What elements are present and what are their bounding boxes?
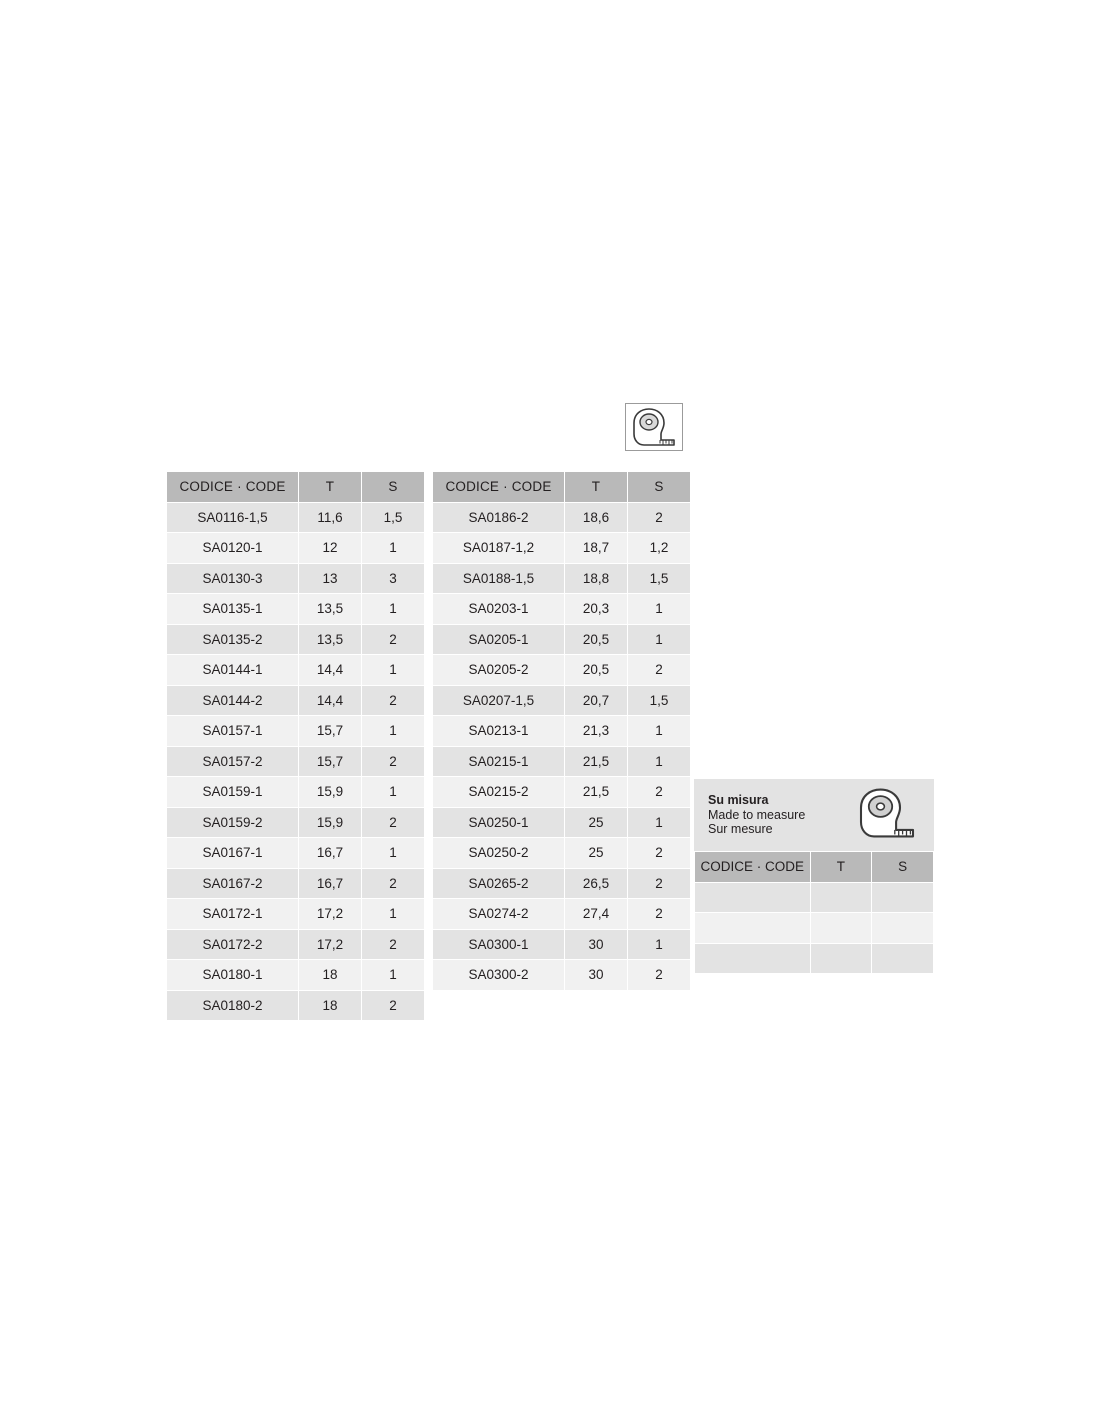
cell-code: SA0135-1 [167, 594, 299, 625]
table-row [167, 777, 425, 808]
cell-code: SA0250-2 [433, 838, 565, 869]
table-row [167, 899, 425, 930]
cell-code: SA0205-2 [433, 655, 565, 686]
table-row [167, 807, 425, 838]
cell-s: 1 [628, 746, 691, 777]
cell-t: 27,4 [565, 899, 628, 930]
cell-t: 18 [299, 990, 362, 1021]
header-t: T [299, 472, 362, 503]
cell-t: 30 [565, 960, 628, 991]
cell-code [695, 882, 811, 913]
cell-s [872, 913, 934, 944]
cell-t: 21,5 [565, 777, 628, 808]
code-table-right [432, 471, 691, 991]
cell-t: 20,7 [565, 685, 628, 716]
code-table-left [166, 471, 425, 1021]
table-row [167, 716, 425, 747]
cell-code: SA0265-2 [433, 868, 565, 899]
tape-measure-icon [852, 787, 922, 844]
cell-s: 2 [362, 868, 425, 899]
cell-s: 1 [628, 716, 691, 747]
cell-code: SA0120-1 [167, 533, 299, 564]
cell-t: 15,7 [299, 716, 362, 747]
table-row [433, 960, 691, 991]
table-row [167, 655, 425, 686]
cell-t: 20,3 [565, 594, 628, 625]
cell-code: SA0159-2 [167, 807, 299, 838]
header-code: CODICE · CODE [695, 852, 811, 883]
cell-s: 1 [362, 899, 425, 930]
made-to-measure-label-it: Su misura [708, 793, 769, 808]
cell-code: SA0274-2 [433, 899, 565, 930]
cell-s: 1 [362, 960, 425, 991]
cell-s: 2 [628, 838, 691, 869]
cell-s: 2 [628, 502, 691, 533]
cell-t: 18,7 [565, 533, 628, 564]
table-row [433, 594, 691, 625]
table-right-body [433, 502, 691, 990]
cell-t: 12 [299, 533, 362, 564]
cell-code: SA0144-2 [167, 685, 299, 716]
cell-code: SA0203-1 [433, 594, 565, 625]
cell-t: 18,8 [565, 563, 628, 594]
cell-t: 15,9 [299, 777, 362, 808]
cell-t: 15,7 [299, 746, 362, 777]
cell-code [695, 913, 811, 944]
table-row [433, 868, 691, 899]
header-s: S [628, 472, 691, 503]
cell-s: 1 [628, 624, 691, 655]
cell-s: 1 [628, 807, 691, 838]
cell-code: SA0135-2 [167, 624, 299, 655]
cell-code: SA0157-2 [167, 746, 299, 777]
cell-t: 25 [565, 838, 628, 869]
cell-t: 20,5 [565, 655, 628, 686]
tape-measure-icon [626, 407, 682, 447]
table-row [167, 990, 425, 1021]
table-row [433, 838, 691, 869]
cell-code: SA0144-1 [167, 655, 299, 686]
cell-s: 2 [628, 777, 691, 808]
cell-t: 13,5 [299, 594, 362, 625]
table-row [433, 807, 691, 838]
header-code: CODICE · CODE [167, 472, 299, 503]
cell-t: 16,7 [299, 838, 362, 869]
table-row [167, 746, 425, 777]
table-row [433, 563, 691, 594]
cell-t: 20,5 [565, 624, 628, 655]
cell-code: SA0167-2 [167, 868, 299, 899]
cell-code: SA0205-1 [433, 624, 565, 655]
cell-t: 16,7 [299, 868, 362, 899]
header-s: S [872, 852, 934, 883]
cell-code: SA0167-1 [167, 838, 299, 869]
table-row [695, 882, 934, 913]
table-left-body [167, 502, 425, 1021]
cell-s: 1 [628, 929, 691, 960]
table-row [433, 929, 691, 960]
cell-s: 1 [362, 716, 425, 747]
cell-t: 14,4 [299, 685, 362, 716]
table-row [433, 655, 691, 686]
table-row [167, 594, 425, 625]
table-row [167, 502, 425, 533]
cell-code: SA0116-1,5 [167, 502, 299, 533]
cell-s: 1 [628, 594, 691, 625]
cell-t: 18,6 [565, 502, 628, 533]
cell-code: SA0180-2 [167, 990, 299, 1021]
cell-s: 2 [362, 990, 425, 1021]
cell-t: 17,2 [299, 899, 362, 930]
cell-t: 11,6 [299, 502, 362, 533]
header-code: CODICE · CODE [433, 472, 565, 503]
table-row [433, 685, 691, 716]
made-to-measure-table [694, 851, 934, 974]
cell-t: 13,5 [299, 624, 362, 655]
cell-code: SA0180-1 [167, 960, 299, 991]
made-to-measure-label-en: Made to measure [708, 807, 806, 822]
cell-code: SA0207-1,5 [433, 685, 565, 716]
cell-code: SA0213-1 [433, 716, 565, 747]
table-row [433, 746, 691, 777]
table-row [167, 533, 425, 564]
cell-t [810, 913, 872, 944]
cell-s [872, 882, 934, 913]
cell-code: SA0215-2 [433, 777, 565, 808]
cell-t: 17,2 [299, 929, 362, 960]
cell-s: 2 [628, 899, 691, 930]
table-row [167, 624, 425, 655]
table-row [167, 929, 425, 960]
table-row [433, 777, 691, 808]
table-row [433, 899, 691, 930]
cell-code: SA0300-1 [433, 929, 565, 960]
header-t: T [810, 852, 872, 883]
table-row [167, 838, 425, 869]
table-row [167, 685, 425, 716]
cell-t: 14,4 [299, 655, 362, 686]
cell-s: 1 [362, 838, 425, 869]
header-s: S [362, 472, 425, 503]
cell-code: SA0188-1,5 [433, 563, 565, 594]
cell-s [872, 943, 934, 974]
cell-t: 21,5 [565, 746, 628, 777]
cell-s: 2 [362, 929, 425, 960]
table-row [167, 868, 425, 899]
cell-code [695, 943, 811, 974]
cell-s: 2 [362, 807, 425, 838]
cell-code: SA0300-2 [433, 960, 565, 991]
made-to-measure-labels [708, 793, 805, 837]
table-row [433, 624, 691, 655]
cell-s: 2 [628, 655, 691, 686]
table-row [695, 913, 934, 944]
table-row [695, 943, 934, 974]
cell-s: 1 [362, 655, 425, 686]
cell-s: 2 [362, 685, 425, 716]
cell-s: 1 [362, 533, 425, 564]
cell-code: SA0130-3 [167, 563, 299, 594]
made-to-measure-panel [694, 779, 934, 974]
cell-t: 15,9 [299, 807, 362, 838]
table-row [433, 533, 691, 564]
cell-t [810, 882, 872, 913]
tape-measure-badge [625, 403, 683, 451]
cell-t: 18 [299, 960, 362, 991]
header-t: T [565, 472, 628, 503]
cell-s: 2 [628, 868, 691, 899]
table-header-row [695, 852, 934, 883]
cell-s: 1,5 [362, 502, 425, 533]
cell-t [810, 943, 872, 974]
table-row [433, 502, 691, 533]
cell-code: SA0172-2 [167, 929, 299, 960]
table-row [167, 563, 425, 594]
cell-t: 13 [299, 563, 362, 594]
cell-code: SA0215-1 [433, 746, 565, 777]
made-to-measure-header [694, 779, 934, 851]
cell-t: 26,5 [565, 868, 628, 899]
cell-s: 2 [628, 960, 691, 991]
cell-s: 3 [362, 563, 425, 594]
cell-s: 1 [362, 594, 425, 625]
table-row [433, 716, 691, 747]
cell-s: 1,5 [628, 563, 691, 594]
cell-s: 2 [362, 624, 425, 655]
table-header-row [433, 472, 691, 503]
made-to-measure-body [695, 882, 934, 974]
cell-t: 21,3 [565, 716, 628, 747]
cell-code: SA0159-1 [167, 777, 299, 808]
cell-code: SA0186-2 [433, 502, 565, 533]
cell-code: SA0187-1,2 [433, 533, 565, 564]
cell-s: 1,5 [628, 685, 691, 716]
table-header-row [167, 472, 425, 503]
cell-t: 30 [565, 929, 628, 960]
cell-s: 1 [362, 777, 425, 808]
cell-s: 2 [362, 746, 425, 777]
cell-t: 25 [565, 807, 628, 838]
cell-code: SA0250-1 [433, 807, 565, 838]
cell-s: 1,2 [628, 533, 691, 564]
cell-code: SA0157-1 [167, 716, 299, 747]
table-row [167, 960, 425, 991]
made-to-measure-label-fr: Sur mesure [708, 822, 773, 837]
cell-code: SA0172-1 [167, 899, 299, 930]
